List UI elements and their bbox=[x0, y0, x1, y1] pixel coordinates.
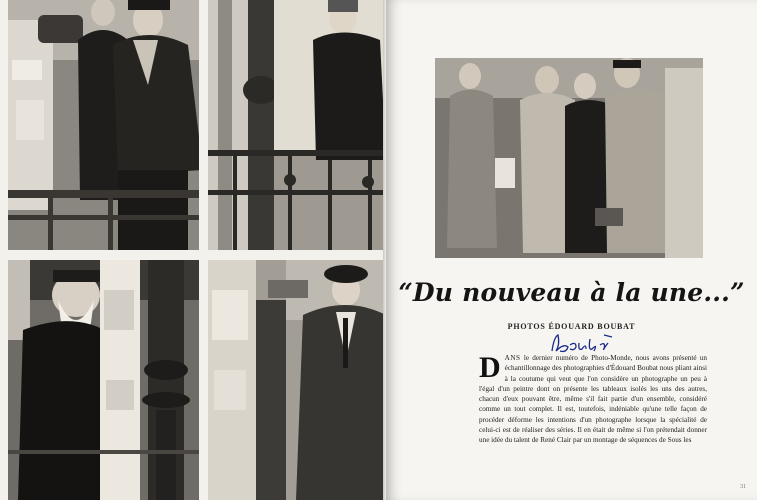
photo-man-beret-coat bbox=[208, 260, 386, 500]
photo-credit: PHOTOS ÉDOUARD BOUBAT bbox=[507, 322, 636, 331]
page-number: 31 bbox=[740, 484, 746, 490]
photo-men-at-kiosk bbox=[8, 0, 199, 250]
photo-elderly-man-railing bbox=[208, 0, 386, 250]
article-title: “Du nouveau à la une...” bbox=[398, 278, 745, 307]
photo-bearded-man-newspaper bbox=[8, 260, 199, 500]
photo-crowd-reading bbox=[435, 58, 703, 258]
drop-cap: D bbox=[479, 351, 501, 384]
lead-caps: ANS bbox=[504, 354, 521, 362]
article-body-text: le dernier numéro de Photo-Monde, nous avons présenté un échantillonnage des photographies d'Édouard Boubat nous pliant ainsi à la coutume qui veut que l'on considère un photographe un peu à l'égal d'un peintre dont on présente les tableaux isolés les uns des autres, chacun d'eux pouvant être, même s'il fait partie d'un ensemble, considéré comme un tout complet. Il est, toutefois, indéniable qu'une telle façon de procéder déforme les intentions d'un photographe lorsque la spécialité de celui-ci est de réaliser des séries. Il en était de même si l'on prétendait donner une idée du talent de René Clair par un montage de séquences de Sous les bbox=[479, 354, 707, 445]
article-body bbox=[479, 353, 707, 446]
